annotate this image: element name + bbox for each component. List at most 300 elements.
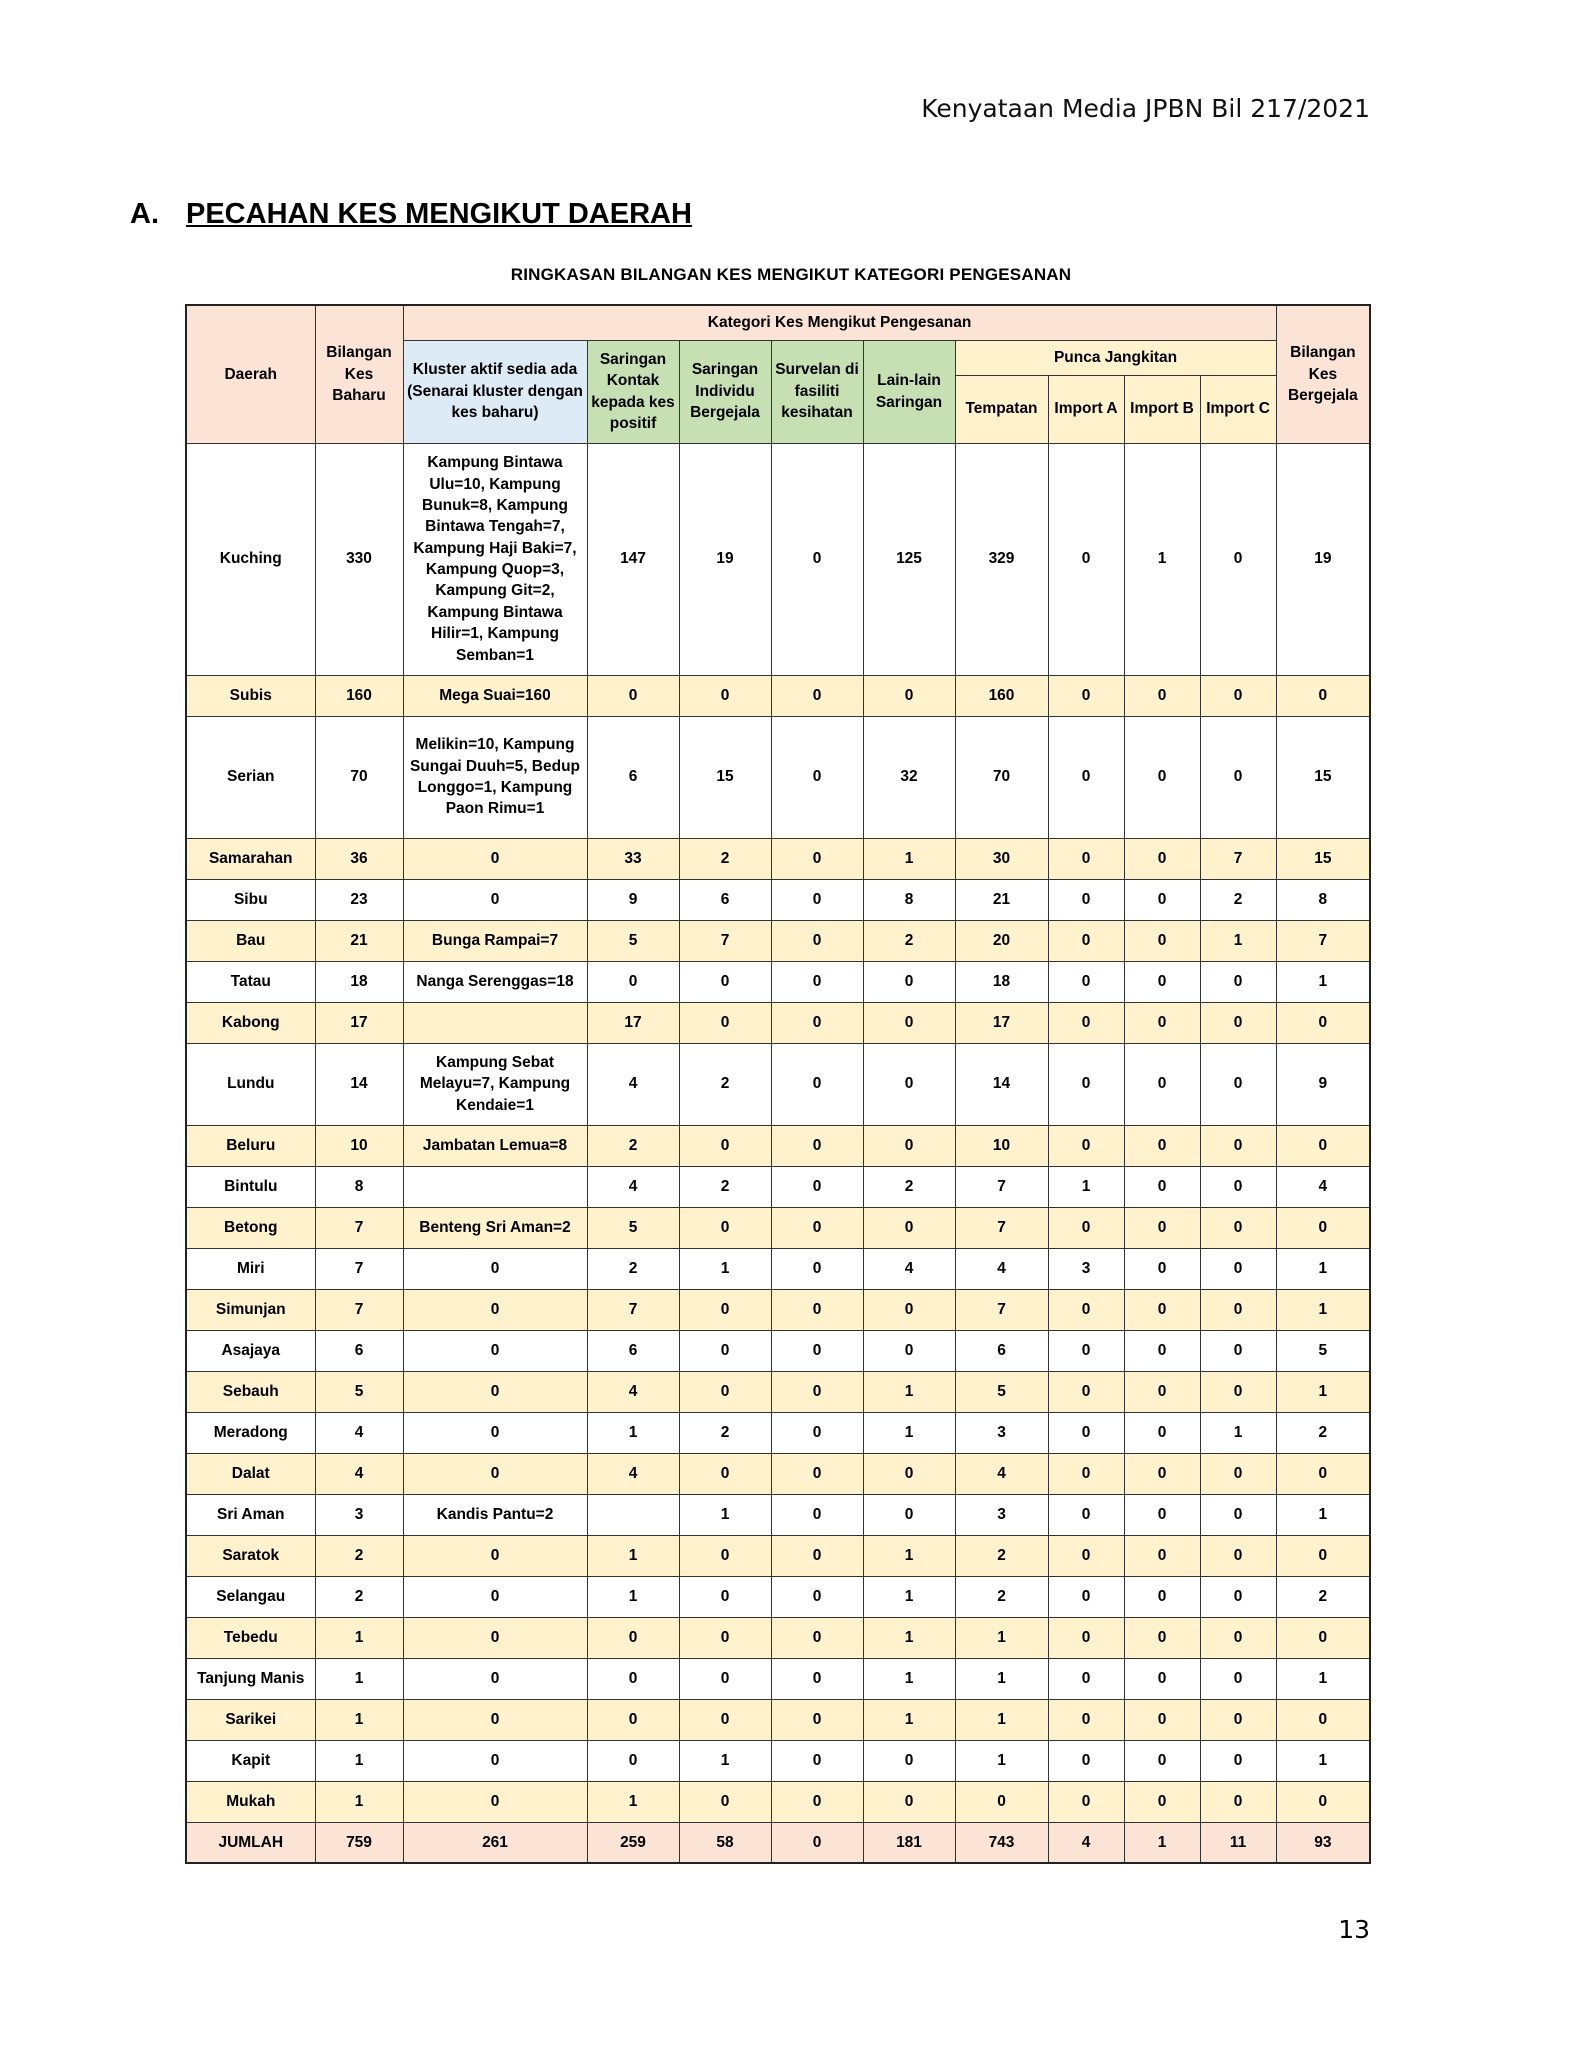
cell-import-a: 0 (1048, 1617, 1124, 1658)
cell-individu: 0 (679, 675, 771, 716)
table-row (186, 1699, 1370, 1740)
cell-individu: 0 (679, 1207, 771, 1248)
cell-bergejala: 1 (1276, 1740, 1370, 1781)
cell-lain: 1 (863, 1699, 955, 1740)
cell-tempatan: 17 (955, 1002, 1048, 1043)
cell-tempatan: 0 (955, 1781, 1048, 1822)
cell-kluster: 0 (403, 1658, 587, 1699)
cell-baharu: 36 (315, 838, 403, 879)
cell-import-a: 0 (1048, 1330, 1124, 1371)
cell-import-a: 0 (1048, 920, 1124, 961)
cell-daerah: Samarahan (186, 838, 315, 879)
cell-import-c: 1 (1200, 920, 1276, 961)
cell-import-b: 0 (1124, 1535, 1200, 1576)
cell-individu: 1 (679, 1248, 771, 1289)
cell-import-b: 0 (1124, 1699, 1200, 1740)
cell-kontak: 6 (587, 716, 679, 838)
cell-bergejala: 19 (1276, 443, 1370, 675)
cell-import-b: 0 (1124, 1125, 1200, 1166)
cell-survelan: 0 (771, 1740, 863, 1781)
cell-kontak: 6 (587, 1330, 679, 1371)
cell-import-c: 0 (1200, 1330, 1276, 1371)
table-row (186, 1289, 1370, 1330)
cell-kontak: 0 (587, 1658, 679, 1699)
cell-survelan: 0 (771, 1330, 863, 1371)
cell-individu: 2 (679, 1412, 771, 1453)
cell-kluster (403, 1166, 587, 1207)
cell-tempatan: 1 (955, 1740, 1048, 1781)
cell-baharu: 1 (315, 1658, 403, 1699)
table-row (186, 1617, 1370, 1658)
header-kategori-group: Kategori Kes Mengikut Pengesanan (403, 305, 1276, 340)
cell-daerah: Meradong (186, 1412, 315, 1453)
cell-daerah: Serian (186, 716, 315, 838)
cell-import-c: 0 (1200, 1494, 1276, 1535)
cell-kontak: 4 (587, 1453, 679, 1494)
cell-kontak: 1 (587, 1412, 679, 1453)
cell-survelan: 0 (771, 1535, 863, 1576)
cell-lain: 0 (863, 1207, 955, 1248)
cell-baharu: 14 (315, 1043, 403, 1125)
total-daerah: JUMLAH (186, 1822, 315, 1863)
cell-kontak: 2 (587, 1248, 679, 1289)
cell-survelan: 0 (771, 1617, 863, 1658)
table-row (186, 1248, 1370, 1289)
cell-import-c: 0 (1200, 1781, 1276, 1822)
cell-baharu: 160 (315, 675, 403, 716)
cell-individu: 19 (679, 443, 771, 675)
table-row (186, 1658, 1370, 1699)
cell-import-b: 0 (1124, 1207, 1200, 1248)
table-row (186, 1781, 1370, 1822)
cell-individu: 0 (679, 1781, 771, 1822)
cell-kontak: 1 (587, 1781, 679, 1822)
document-reference: Kenyataan Media JPBN Bil 217/2021 (921, 94, 1370, 123)
cell-baharu: 2 (315, 1576, 403, 1617)
cell-individu: 0 (679, 1617, 771, 1658)
cell-individu: 0 (679, 1658, 771, 1699)
cell-import-c: 0 (1200, 1207, 1276, 1248)
cell-daerah: Betong (186, 1207, 315, 1248)
cell-survelan: 0 (771, 1043, 863, 1125)
cell-bergejala: 5 (1276, 1330, 1370, 1371)
header-survelan: Survelan di fasiliti kesihatan (771, 340, 863, 443)
total-import-c: 11 (1200, 1822, 1276, 1863)
header-import-b: Import B (1124, 375, 1200, 443)
cell-tempatan: 1 (955, 1658, 1048, 1699)
table-row (186, 920, 1370, 961)
cell-kluster: 0 (403, 1248, 587, 1289)
cell-import-a: 0 (1048, 675, 1124, 716)
cell-baharu: 1 (315, 1699, 403, 1740)
cell-daerah: Tanjung Manis (186, 1658, 315, 1699)
header-kluster: Kluster aktif sedia ada (Senarai kluster dengan kes baharu) (403, 340, 587, 443)
cell-tempatan: 7 (955, 1207, 1048, 1248)
cell-baharu: 21 (315, 920, 403, 961)
cell-daerah: Asajaya (186, 1330, 315, 1371)
cell-kluster: Benteng Sri Aman=2 (403, 1207, 587, 1248)
header-tempatan: Tempatan (955, 375, 1048, 443)
cell-import-b: 0 (1124, 1781, 1200, 1822)
cell-import-b: 0 (1124, 675, 1200, 716)
cell-import-b: 0 (1124, 1658, 1200, 1699)
cell-import-c: 0 (1200, 1043, 1276, 1125)
cell-kontak: 4 (587, 1371, 679, 1412)
cell-kluster: 0 (403, 1781, 587, 1822)
cell-baharu: 4 (315, 1412, 403, 1453)
cell-import-c: 0 (1200, 1453, 1276, 1494)
cell-lain: 0 (863, 1453, 955, 1494)
cell-daerah: Mukah (186, 1781, 315, 1822)
header-bilangan-kes-bergejala: Bilangan Kes Bergejala (1276, 305, 1370, 443)
table-title: RINGKASAN BILANGAN KES MENGIKUT KATEGORI PENGESANAN (510, 265, 1072, 284)
cell-kontak: 9 (587, 879, 679, 920)
cell-import-b: 0 (1124, 1740, 1200, 1781)
cell-bergejala: 0 (1276, 1002, 1370, 1043)
cell-survelan: 0 (771, 961, 863, 1002)
cell-kluster: Kandis Pantu=2 (403, 1494, 587, 1535)
cell-import-a: 0 (1048, 1125, 1124, 1166)
cell-baharu: 7 (315, 1289, 403, 1330)
cell-import-a: 0 (1048, 1453, 1124, 1494)
table-row (186, 675, 1370, 716)
cell-import-a: 0 (1048, 1002, 1124, 1043)
cell-daerah: Kabong (186, 1002, 315, 1043)
cell-import-b: 0 (1124, 1002, 1200, 1043)
cell-import-a: 0 (1048, 1535, 1124, 1576)
cell-survelan: 0 (771, 1125, 863, 1166)
cell-kluster: 0 (403, 1699, 587, 1740)
cell-individu: 0 (679, 1002, 771, 1043)
cell-import-a: 0 (1048, 1658, 1124, 1699)
cell-kontak: 0 (587, 1617, 679, 1658)
cell-individu: 0 (679, 961, 771, 1002)
cell-baharu: 23 (315, 879, 403, 920)
cell-lain: 0 (863, 1125, 955, 1166)
cell-baharu: 8 (315, 1166, 403, 1207)
cell-kontak (587, 1494, 679, 1535)
total-import-a: 4 (1048, 1822, 1124, 1863)
cell-tempatan: 329 (955, 443, 1048, 675)
cell-import-b: 1 (1124, 443, 1200, 675)
cell-import-a: 0 (1048, 879, 1124, 920)
cell-individu: 15 (679, 716, 771, 838)
cell-lain: 0 (863, 1289, 955, 1330)
cell-import-c: 0 (1200, 1166, 1276, 1207)
cell-import-c: 0 (1200, 1658, 1276, 1699)
cell-bergejala: 9 (1276, 1043, 1370, 1125)
cell-import-a: 0 (1048, 1412, 1124, 1453)
cell-kluster: 0 (403, 1617, 587, 1658)
cell-kontak: 4 (587, 1043, 679, 1125)
cell-import-b: 0 (1124, 838, 1200, 879)
cell-tempatan: 2 (955, 1576, 1048, 1617)
cell-import-c: 0 (1200, 675, 1276, 716)
cell-lain: 1 (863, 1371, 955, 1412)
cell-bergejala: 1 (1276, 1289, 1370, 1330)
cell-kluster: Kampung Bintawa Ulu=10, Kampung Bunuk=8, Kampung Bintawa Tengah=7, Kampung Haji Baki=7, Kampung Quop=3, Kampung Git=2, Kampung Bintawa Hilir=1, Kampung Semban=1 (403, 443, 587, 675)
cell-lain: 0 (863, 1330, 955, 1371)
cell-individu: 0 (679, 1125, 771, 1166)
cell-import-b: 0 (1124, 1043, 1200, 1125)
cell-survelan: 0 (771, 1781, 863, 1822)
total-baharu: 759 (315, 1822, 403, 1863)
cell-import-b: 0 (1124, 1289, 1200, 1330)
cell-lain: 2 (863, 920, 955, 961)
cell-import-a: 0 (1048, 1781, 1124, 1822)
cell-lain: 2 (863, 1166, 955, 1207)
cell-kluster: 0 (403, 1740, 587, 1781)
cell-individu: 2 (679, 838, 771, 879)
cell-kontak: 4 (587, 1166, 679, 1207)
cell-import-b: 0 (1124, 1494, 1200, 1535)
cell-import-c: 0 (1200, 716, 1276, 838)
table-row (186, 1576, 1370, 1617)
cell-import-b: 0 (1124, 920, 1200, 961)
cell-daerah: Lundu (186, 1043, 315, 1125)
cell-kluster: 0 (403, 1289, 587, 1330)
cell-tempatan: 6 (955, 1330, 1048, 1371)
cell-survelan: 0 (771, 1207, 863, 1248)
cell-kluster: 0 (403, 1371, 587, 1412)
cell-kluster: 0 (403, 1453, 587, 1494)
cell-import-b: 0 (1124, 879, 1200, 920)
section-heading (130, 198, 692, 231)
cell-individu: 0 (679, 1535, 771, 1576)
cell-tempatan: 10 (955, 1125, 1048, 1166)
cell-daerah: Kuching (186, 443, 315, 675)
cell-lain: 1 (863, 1535, 955, 1576)
header-daerah: Daerah (186, 305, 315, 443)
cell-import-c: 7 (1200, 838, 1276, 879)
table-row (186, 1535, 1370, 1576)
cell-baharu: 7 (315, 1248, 403, 1289)
cell-kluster (403, 1002, 587, 1043)
cell-individu: 7 (679, 920, 771, 961)
cell-import-c: 0 (1200, 961, 1276, 1002)
cell-import-b: 0 (1124, 1576, 1200, 1617)
cell-bergejala: 0 (1276, 1207, 1370, 1248)
cell-lain: 0 (863, 1002, 955, 1043)
cell-lain: 1 (863, 1412, 955, 1453)
cell-baharu: 18 (315, 961, 403, 1002)
cell-baharu: 1 (315, 1781, 403, 1822)
cell-daerah: Kapit (186, 1740, 315, 1781)
cell-individu: 0 (679, 1453, 771, 1494)
cell-baharu: 330 (315, 443, 403, 675)
header-lain-lain: Lain-lain Saringan (863, 340, 955, 443)
cell-import-a: 0 (1048, 1207, 1124, 1248)
cell-import-c: 0 (1200, 1289, 1276, 1330)
cell-kontak: 5 (587, 1207, 679, 1248)
cell-import-a: 0 (1048, 1289, 1124, 1330)
cell-individu: 1 (679, 1740, 771, 1781)
cell-bergejala: 0 (1276, 675, 1370, 716)
cell-lain: 1 (863, 1617, 955, 1658)
cell-kluster: Mega Suai=160 (403, 675, 587, 716)
cell-baharu: 1 (315, 1740, 403, 1781)
cell-kontak: 0 (587, 1699, 679, 1740)
cell-individu: 2 (679, 1166, 771, 1207)
cell-survelan: 0 (771, 1658, 863, 1699)
cell-individu: 0 (679, 1371, 771, 1412)
cell-tempatan: 5 (955, 1371, 1048, 1412)
table-row (186, 1166, 1370, 1207)
cell-baharu: 4 (315, 1453, 403, 1494)
cell-kontak: 0 (587, 961, 679, 1002)
cell-lain: 8 (863, 879, 955, 920)
cell-import-a: 0 (1048, 961, 1124, 1002)
cell-individu: 0 (679, 1699, 771, 1740)
cell-import-b: 0 (1124, 1330, 1200, 1371)
total-tempatan: 743 (955, 1822, 1048, 1863)
cell-tempatan: 1 (955, 1617, 1048, 1658)
cell-individu: 0 (679, 1576, 771, 1617)
cell-import-a: 0 (1048, 1371, 1124, 1412)
table-row (186, 961, 1370, 1002)
cell-lain: 4 (863, 1248, 955, 1289)
cell-survelan: 0 (771, 838, 863, 879)
cell-lain: 0 (863, 675, 955, 716)
cell-lain: 0 (863, 1494, 955, 1535)
cell-survelan: 0 (771, 920, 863, 961)
cell-baharu: 7 (315, 1207, 403, 1248)
page-number: 13 (1338, 1915, 1370, 1944)
cell-bergejala: 1 (1276, 1371, 1370, 1412)
cell-kontak: 1 (587, 1535, 679, 1576)
cell-bergejala: 2 (1276, 1576, 1370, 1617)
cell-tempatan: 4 (955, 1248, 1048, 1289)
cell-import-c: 0 (1200, 1617, 1276, 1658)
cell-baharu: 17 (315, 1002, 403, 1043)
cell-daerah: Simunjan (186, 1289, 315, 1330)
table-row (186, 1043, 1370, 1125)
cell-tempatan: 14 (955, 1043, 1048, 1125)
cell-bergejala: 8 (1276, 879, 1370, 920)
cell-daerah: Tatau (186, 961, 315, 1002)
cell-kluster: 0 (403, 838, 587, 879)
cell-lain: 32 (863, 716, 955, 838)
cell-import-b: 0 (1124, 1617, 1200, 1658)
total-lain: 181 (863, 1822, 955, 1863)
cell-baharu: 2 (315, 1535, 403, 1576)
cell-import-c: 2 (1200, 879, 1276, 920)
header-saringan-individu: Saringan Individu Bergejala (679, 340, 771, 443)
cell-daerah: Sarikei (186, 1699, 315, 1740)
cell-daerah: Bintulu (186, 1166, 315, 1207)
cell-import-b: 0 (1124, 1166, 1200, 1207)
cell-import-a: 1 (1048, 1166, 1124, 1207)
cell-bergejala: 0 (1276, 1699, 1370, 1740)
cell-kontak: 2 (587, 1125, 679, 1166)
cell-daerah: Sibu (186, 879, 315, 920)
cell-daerah: Miri (186, 1248, 315, 1289)
cell-bergejala: 0 (1276, 1535, 1370, 1576)
cell-daerah: Saratok (186, 1535, 315, 1576)
table-row (186, 1207, 1370, 1248)
cell-baharu: 70 (315, 716, 403, 838)
cell-bergejala: 0 (1276, 1125, 1370, 1166)
cell-lain: 0 (863, 1740, 955, 1781)
cell-bergejala: 1 (1276, 961, 1370, 1002)
cell-tempatan: 7 (955, 1289, 1048, 1330)
table-row (186, 1002, 1370, 1043)
cell-kluster: 0 (403, 1535, 587, 1576)
cell-import-a: 0 (1048, 1576, 1124, 1617)
cell-bergejala: 15 (1276, 838, 1370, 879)
cell-import-c: 1 (1200, 1412, 1276, 1453)
cell-kluster: 0 (403, 1576, 587, 1617)
cell-import-a: 0 (1048, 1699, 1124, 1740)
cell-bergejala: 0 (1276, 1453, 1370, 1494)
table-body (186, 443, 1370, 1863)
cell-kontak: 17 (587, 1002, 679, 1043)
cell-daerah: Bau (186, 920, 315, 961)
cell-daerah: Tebedu (186, 1617, 315, 1658)
cell-tempatan: 160 (955, 675, 1048, 716)
cell-bergejala: 0 (1276, 1781, 1370, 1822)
header-saringan-kontak: Saringan Kontak kepada kes positif (587, 340, 679, 443)
cell-import-b: 0 (1124, 716, 1200, 838)
cell-kluster: Bunga Rampai=7 (403, 920, 587, 961)
cell-individu: 6 (679, 879, 771, 920)
total-kluster: 261 (403, 1822, 587, 1863)
section-title: PECAHAN KES MENGIKUT DAERAH (186, 198, 692, 230)
cell-import-a: 0 (1048, 716, 1124, 838)
cell-import-a: 0 (1048, 1740, 1124, 1781)
cell-kontak: 1 (587, 1576, 679, 1617)
table-row (186, 1494, 1370, 1535)
cell-individu: 0 (679, 1330, 771, 1371)
cell-bergejala: 1 (1276, 1248, 1370, 1289)
cell-import-c: 0 (1200, 1535, 1276, 1576)
cell-tempatan: 3 (955, 1412, 1048, 1453)
table-row (186, 443, 1370, 675)
cell-lain: 0 (863, 1043, 955, 1125)
header-import-c: Import C (1200, 375, 1276, 443)
cell-kluster: Melikin=10, Kampung Sungai Duuh=5, Bedup Longgo=1, Kampung Paon Rimu=1 (403, 716, 587, 838)
section-number: A. (130, 198, 159, 230)
cell-survelan: 0 (771, 1699, 863, 1740)
cell-import-b: 0 (1124, 1453, 1200, 1494)
cell-survelan: 0 (771, 1166, 863, 1207)
cell-bergejala: 2 (1276, 1412, 1370, 1453)
cell-daerah: Selangau (186, 1576, 315, 1617)
cell-tempatan: 21 (955, 879, 1048, 920)
cell-daerah: Sri Aman (186, 1494, 315, 1535)
cell-kontak: 0 (587, 1740, 679, 1781)
cell-baharu: 1 (315, 1617, 403, 1658)
cell-daerah: Beluru (186, 1125, 315, 1166)
cell-survelan: 0 (771, 443, 863, 675)
cell-bergejala: 4 (1276, 1166, 1370, 1207)
cell-import-c: 0 (1200, 1371, 1276, 1412)
cell-kontak: 0 (587, 675, 679, 716)
cell-survelan: 0 (771, 1289, 863, 1330)
cell-lain: 1 (863, 1658, 955, 1699)
cell-individu: 1 (679, 1494, 771, 1535)
cell-baharu: 10 (315, 1125, 403, 1166)
cell-tempatan: 1 (955, 1699, 1048, 1740)
cell-kontak: 33 (587, 838, 679, 879)
cell-import-a: 0 (1048, 443, 1124, 675)
cell-kontak: 7 (587, 1289, 679, 1330)
table-row (186, 1412, 1370, 1453)
cell-tempatan: 2 (955, 1535, 1048, 1576)
header-punca-group: Punca Jangkitan (955, 340, 1276, 375)
table-row (186, 1125, 1370, 1166)
cell-bergejala: 15 (1276, 716, 1370, 838)
